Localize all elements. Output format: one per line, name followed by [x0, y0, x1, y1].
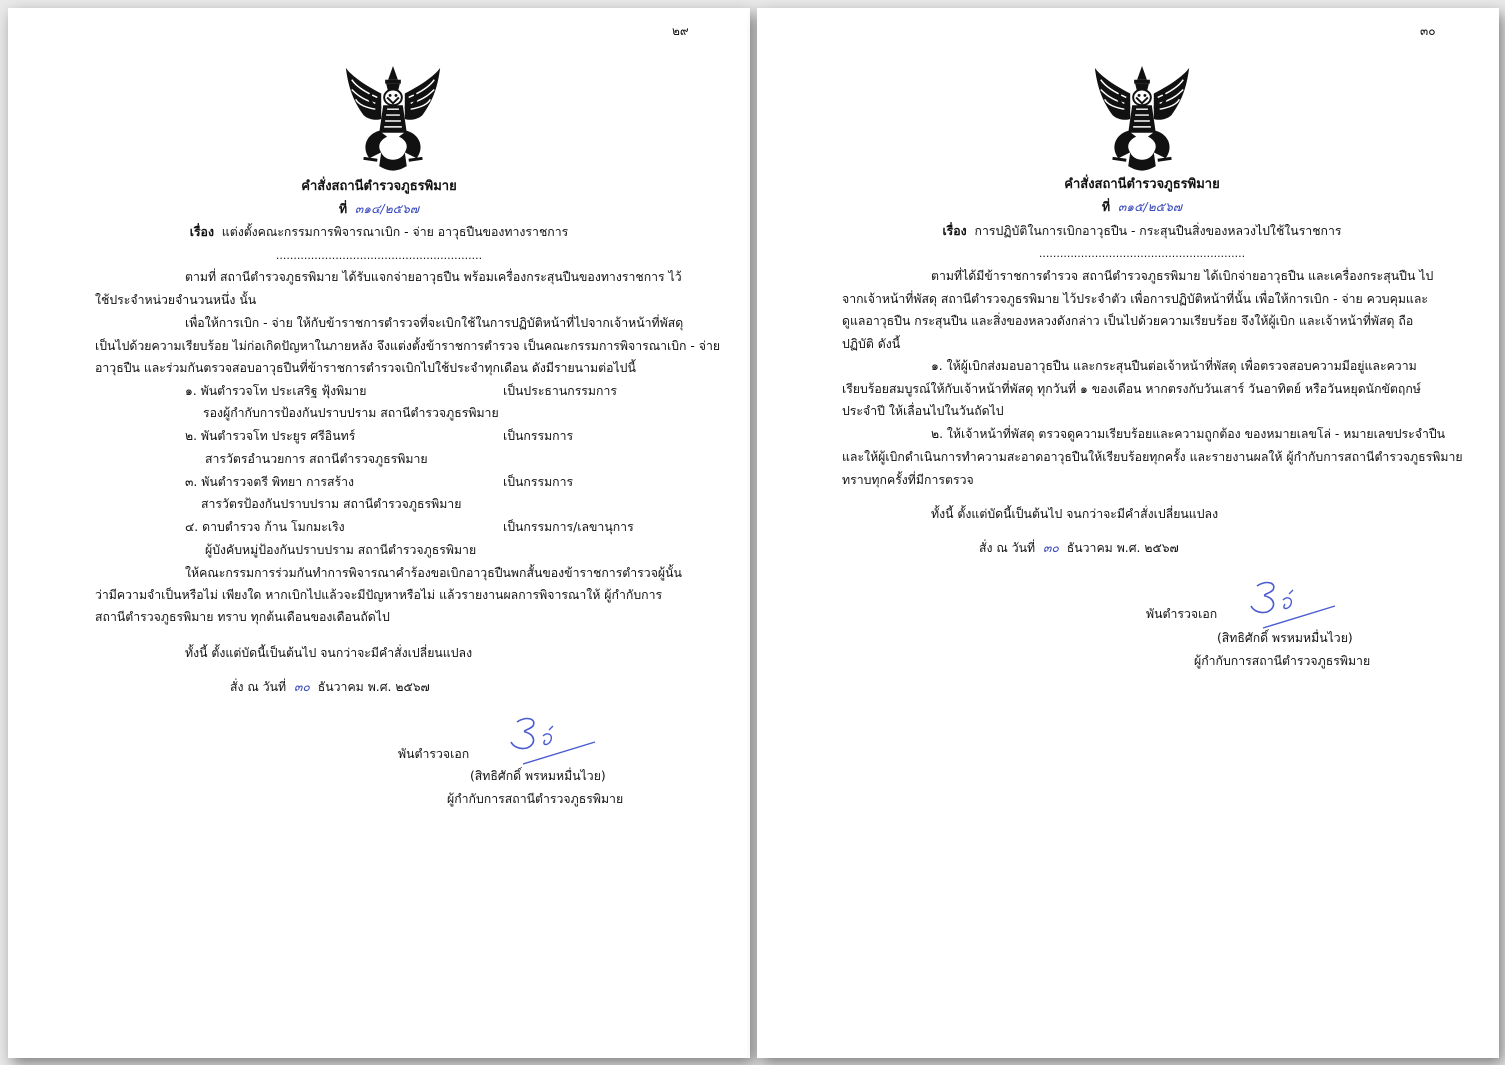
order-title: คำสั่งสถานีตำรวจภูธรพิมาย — [1064, 177, 1220, 192]
committee-name: ๒. พันตำรวจโท ประยูร ศรีอินทร์ — [185, 429, 356, 443]
order-number-year: /๒๕๖๗ — [380, 202, 420, 216]
body-line: อาวุธปืน และร่วมกันตรวจสอบอาวุธปืนที่ข้าราชการตำรวจเบิกไปใช้ประจำทุกเดือน ดังมีรายนามต่อไปนี้ — [95, 361, 636, 375]
committee-role: เป็นประธานกรรมการ — [503, 384, 617, 398]
order-number-value: ๓๑๔ — [354, 202, 381, 216]
signer-position: ผู้กำกับการสถานีตำรวจภูธรพิมาย — [447, 792, 624, 806]
subject-text: การปฏิบัติในการเบิกอาวุธปืน - กระสุนปืนสิ่งของหลวงไปใช้ในราชการ — [974, 224, 1342, 238]
date-line — [230, 679, 430, 695]
committee-role: เป็นกรรมการ — [503, 429, 574, 443]
order-number — [757, 199, 1505, 215]
order-title: คำสั่งสถานีตำรวจภูธรพิมาย — [301, 179, 457, 194]
subject-line — [757, 223, 1505, 239]
committee-position: ผู้บังคับหมู่ป้องกันปราบปราม สถานีตำรวจภูธรพิมาย — [205, 543, 477, 557]
body-line: ให้คณะกรรมการร่วมกันทำการพิจารณาคำร้องขอเบิกอาวุธปืนพกสั้นของข้าราชการตำรวจผู้นั้น — [185, 566, 682, 580]
signer-name: (สิทธิศักดิ์ พรหมหมื่นไวย) — [470, 769, 606, 783]
body-line: ปฏิบัติ ดังนี้ — [842, 337, 901, 351]
signer-rank: พันตำรวจเอก — [1146, 607, 1218, 621]
garuda-emblem-icon — [1090, 64, 1194, 174]
document-page-2 — [757, 8, 1499, 1058]
effective-clause: ทั้งนี้ ตั้งแต่บัดนี้เป็นต้นไป จนกว่าจะมีคำสั่งเปลี่ยนแปลง — [185, 646, 473, 660]
body-line: ทราบทุกครั้งที่มีการตรวจ — [842, 473, 974, 487]
body-line: และให้ผู้เบิกดำเนินการทำความสะอาดอาวุธปืนให้เรียบร้อยทุกครั้ง และรายงานผลให้ ผู้กำกับการสถานีตำรวจภูธรพิมาย — [842, 450, 1463, 464]
body-line: ตามที่ สถานีตำรวจภูธรพิมาย ได้รับแจกจ่ายอาวุธปืน พร้อมเครื่องกระสุนปืนของทางราชการ ไว้ — [185, 270, 682, 284]
signer-rank: พันตำรวจเอก — [398, 747, 470, 761]
body-line: ดูแลอาวุธปืน กระสุนปืน และสิ่งของหลวงดังกล่าว เป็นไปด้วยความเรียบร้อย จึงให้ผู้เบิก และเจ้าหน้าที่พัสดุ ถือ — [842, 314, 1414, 328]
signer-position: ผู้กำกับการสถานีตำรวจภูธรพิมาย — [1194, 654, 1371, 668]
committee-name: ๓. พันตำรวจตรี พิทยา การสร้าง — [185, 475, 355, 489]
signature-icon — [1243, 576, 1343, 638]
subject-label: เรื่อง — [189, 225, 214, 239]
committee-position: สารวัตรป้องกันปราบปราม สถานีตำรวจภูธรพิมาย — [201, 497, 462, 511]
committee-role: เป็นกรรมการ/เลขานุการ — [503, 520, 634, 534]
date-suffix: ธันวาคม พ.ศ. ๒๕๖๗ — [317, 680, 430, 694]
date-day: ๓๐ — [1042, 541, 1059, 555]
effective-clause: ทั้งนี้ ตั้งแต่บัดนี้เป็นต้นไป จนกว่าจะมีคำสั่งเปลี่ยนแปลง — [931, 507, 1219, 521]
body-line: ประจำปี ให้เลื่อนไปในวันถัดไป — [842, 404, 1004, 418]
order-number-label: ที่ — [338, 202, 348, 216]
body-line: ว่ามีความจำเป็นหรือไม่ เพียงใด หากเบิกไปแล้วจะมีปัญหาหรือไม่ แล้วรายงานผลการพิจารณาให้ ผู้กำกับการ — [95, 588, 663, 602]
order-number-year: /๒๕๖๗ — [1143, 200, 1183, 214]
date-prefix: สั่ง ณ วันที่ — [230, 680, 287, 694]
committee-position: สารวัตรอำนวยการ สถานีตำรวจภูธรพิมาย — [205, 452, 428, 466]
committee-role: เป็นกรรมการ — [503, 475, 574, 489]
body-line: ตามที่ได้มีข้าราชการตำรวจ สถานีตำรวจภูธรพิมาย ได้เบิกจ่ายอาวุธปืน และเครื่องกระสุนปืน ไป — [931, 269, 1434, 283]
body-line: สถานีตำรวจภูธรพิมาย ทราบ ทุกต้นเดือนของเดือนถัดไป — [95, 610, 390, 624]
body-line: ใช้ประจำหน่วยจำนวนหนึ่ง นั้น — [95, 293, 257, 307]
body-line: จากเจ้าหน้าที่พัสดุ สถานีตำรวจภูธรพิมาย ไว้ประจำตัว เพื่อการปฏิบัติหน้าที่นั้น เพื่อให้การเบิก - จ่าย ควบคุมและ — [842, 292, 1428, 306]
body-line: ๑. ให้ผู้เบิกส่งมอบอาวุธปืน และกระสุนปืนต่อเจ้าหน้าที่พัสดุ เพื่อตรวจสอบความมีอยู่และความ — [931, 359, 1417, 373]
date-suffix: ธันวาคม พ.ศ. ๒๕๖๗ — [1066, 541, 1179, 555]
body-line: เป็นไปด้วยความเรียบร้อย ไม่ก่อเกิดปัญหาในภายหลัง จึงแต่งตั้งข้าราชการตำรวจ เป็นคณะกรรมการพิจารณาเบิก - จ่าย — [95, 339, 721, 353]
date-day: ๓๐ — [293, 680, 310, 694]
signature-icon — [503, 712, 603, 774]
order-number — [8, 201, 750, 217]
committee-position: รองผู้กำกับการป้องกันปราบปราม สถานีตำรวจภูธรพิมาย — [203, 406, 499, 420]
committee-name: ๑. พันตำรวจโท ประเสริฐ ฟุ้งพิมาย — [185, 384, 367, 398]
garuda-emblem-icon — [341, 64, 445, 174]
committee-name: ๔. ดาบตำรวจ ก้าน โมกมะเริง — [185, 520, 345, 534]
date-line — [979, 540, 1179, 556]
separator: ........................................................... — [275, 249, 483, 262]
date-prefix: สั่ง ณ วันที่ — [979, 541, 1036, 555]
body-line: เรียบร้อยสมบูรณ์ให้กับเจ้าหน้าที่พัสดุ ทุกวันที่ ๑ ของเดือน หากตรงกับวันเสาร์ วันอาทิตย์ หรือวันหยุดนักขัตฤกษ์ — [842, 382, 1421, 396]
subject-line — [8, 224, 750, 240]
subject-label: เรื่อง — [942, 224, 967, 238]
order-number-label: ที่ — [1101, 200, 1111, 214]
separator: ........................................................... — [1038, 247, 1246, 260]
subject-text: แต่งตั้งคณะกรรมการพิจารณาเบิก - จ่าย อาวุธปืนของทางราชการ — [221, 225, 569, 239]
signer-name: (สิทธิศักดิ์ พรหมหมื่นไวย) — [1217, 631, 1353, 645]
order-number-value: ๓๑๕ — [1117, 200, 1144, 214]
document-page-1 — [8, 8, 750, 1058]
body-line: ๒. ให้เจ้าหน้าที่พัสดุ ตรวจดูความเรียบร้อยและความถูกต้อง ของหมายเลขโล่ - หมายเลขประจำปืน — [931, 427, 1446, 441]
body-line: เพื่อให้การเบิก - จ่าย ให้กับข้าราชการตำรวจที่จะเบิกใช้ในการปฏิบัติหน้าที่ไปจากเจ้าหน้าที่พัสดุ — [185, 316, 684, 330]
page-number: ๓๐ — [1420, 24, 1436, 38]
page-number: ๒๙ — [672, 24, 689, 38]
